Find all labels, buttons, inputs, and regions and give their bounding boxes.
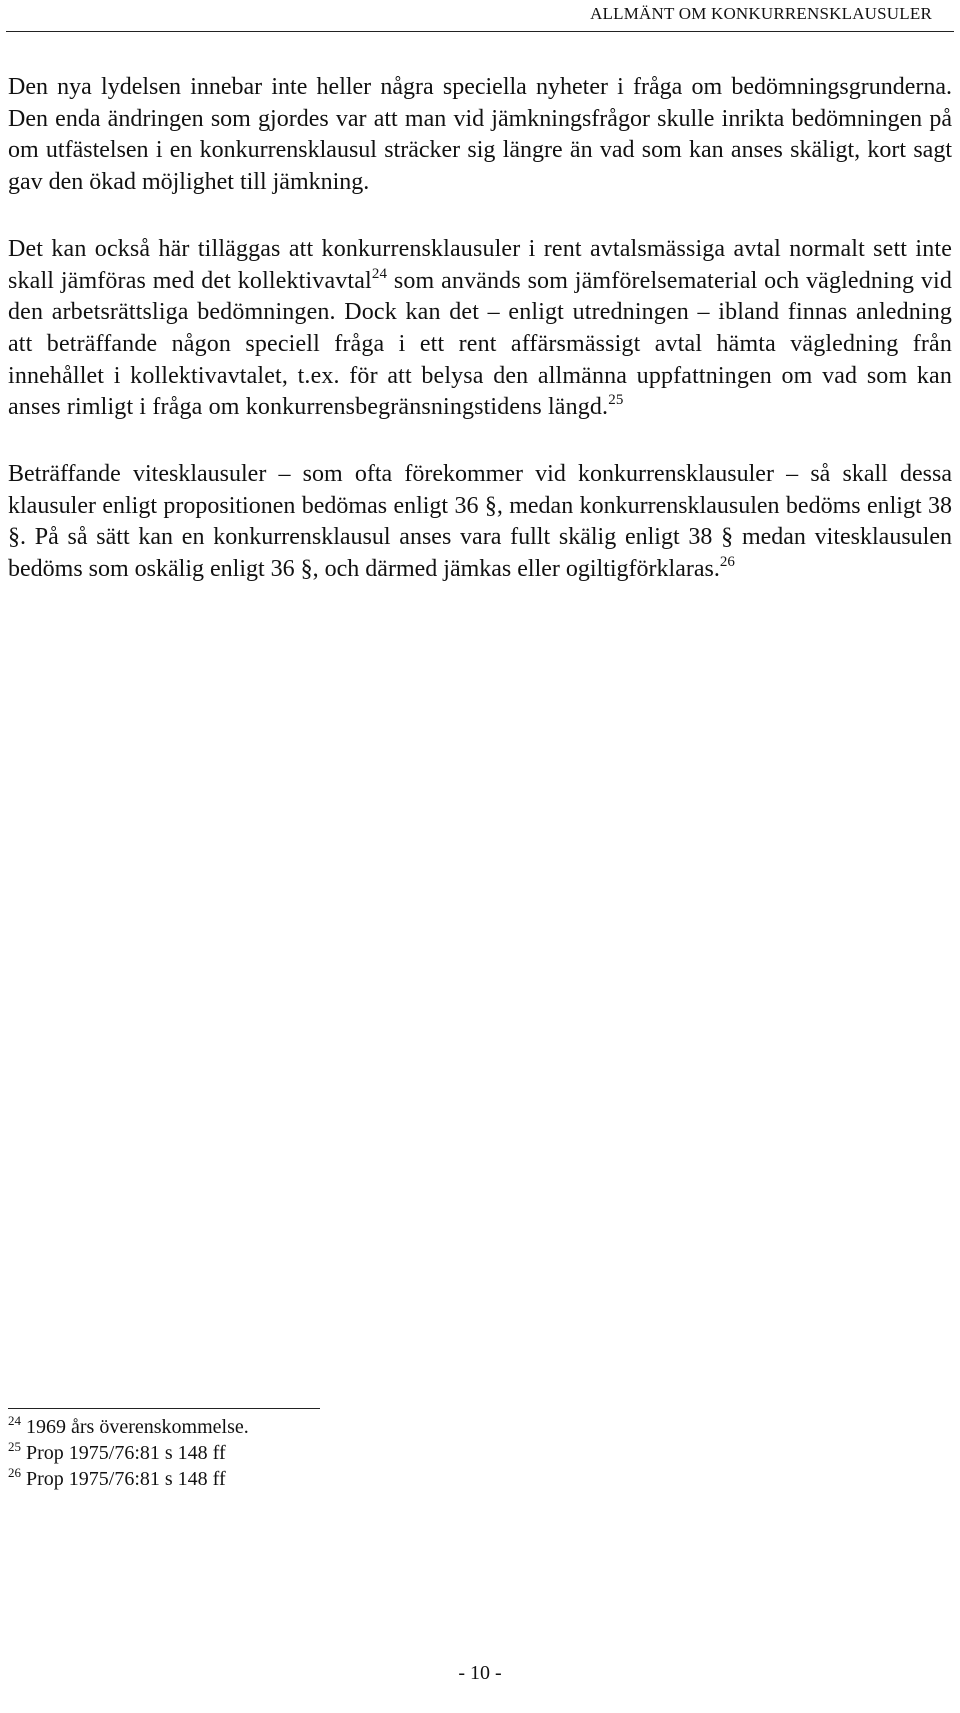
footnotes bbox=[8, 1414, 908, 1492]
paragraph bbox=[8, 72, 952, 199]
paragraph bbox=[8, 234, 952, 424]
footnote-ref-26[interactable]: 26 bbox=[719, 554, 735, 571]
header-title: ALLMÄNT OM KONKURRENSKLAUSULER bbox=[590, 4, 932, 23]
header-rule bbox=[6, 31, 954, 32]
paragraph-text: som används som jämförelsematerial och vägledning vid den arbetsrättsliga bedömningen. Dock kan det – enligt utredningen – ibland finnas anledning att beträffande någon speciell fråga i ett rent affärsmässigt avtal hämta vägledning från innehållet i kollektivavtalet, t.ex. för att belysa den allmänna uppfattningen om vad som kan anses rimligt i fråga om konkurrensbegränsningstidens längd. bbox=[8, 267, 952, 421]
running-header bbox=[0, 0, 960, 36]
footnote-text: Prop 1975/76:81 s 148 ff bbox=[26, 1468, 226, 1490]
footnote-number: 26 bbox=[8, 1465, 21, 1480]
footnote-separator bbox=[8, 1408, 320, 1409]
paragraph bbox=[8, 459, 952, 586]
paragraph-text: Den nya lydelsen innebar inte heller några speciella nyheter i fråga om bedömningsgrunderna. Den enda ändringen som gjordes var att man vid jämkningsfrågor skulle inrikta bedömningen på om utfästelsen i en konkurrensklausul sträcker sig längre än vad som kan anses skäligt, kort sagt gav den ökad möjlighet till jämkning. bbox=[8, 74, 952, 196]
footnote-text: Prop 1975/76:81 s 148 ff bbox=[26, 1442, 226, 1464]
footnote-26 bbox=[8, 1466, 908, 1492]
page-number: - 10 - bbox=[458, 1662, 502, 1684]
footnote-number: 25 bbox=[8, 1439, 21, 1454]
body-text bbox=[8, 72, 952, 621]
footnote-24 bbox=[8, 1414, 908, 1440]
footnote-25 bbox=[8, 1440, 908, 1466]
paragraph-text: Beträffande vitesklausuler – som ofta förekommer vid konkurrensklausuler – så skall dessa klausuler enligt propositionen bedömas enligt 36 §, medan konkurrensklausulen bedöms enligt 38 §. På så sätt kan en konkurrensklausul anses vara fullt skälig enligt 38 § medan vitesklausulen bedöms som oskälig enligt 36 §, och därmed jämkas eller ogiltigförklaras. bbox=[8, 461, 952, 583]
footnote-text: 1969 års överenskommelse. bbox=[26, 1416, 249, 1438]
footnote-ref-25[interactable]: 25 bbox=[608, 392, 624, 409]
footnote-number: 24 bbox=[8, 1413, 21, 1428]
paragraph-text: Det kan också här tilläggas att konkurrensklausuler i rent avtalsmässiga avtal normalt sett inte skall jämföras med det kollektivavtal bbox=[8, 235, 952, 294]
footnote-ref-24[interactable]: 24 bbox=[371, 265, 388, 282]
